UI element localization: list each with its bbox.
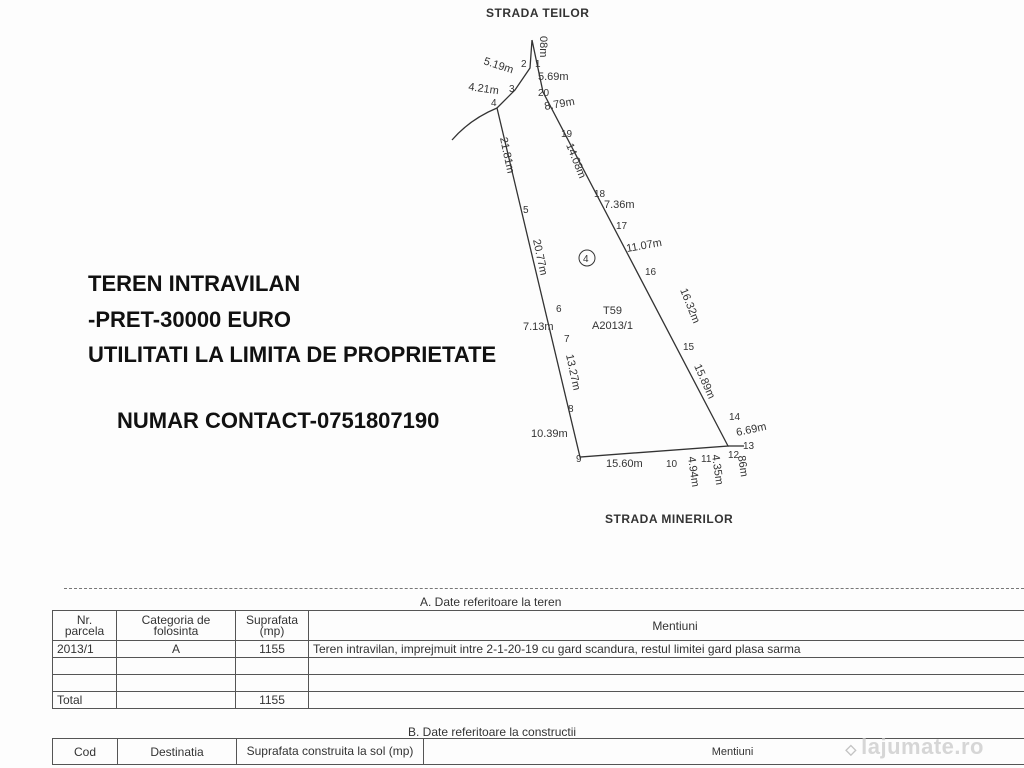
ad-utilities: UTILITATI LA LIMITA DE PROPRIETATE	[88, 342, 497, 367]
neighbor-boundary-line	[452, 108, 497, 140]
table-a-caption: A. Date referitoare la teren	[420, 595, 562, 609]
point-label: 9	[576, 454, 582, 465]
ad-title: TEREN INTRAVILAN	[88, 271, 301, 296]
table-header: Mentiuni	[309, 611, 1024, 641]
measurement: 7.13m	[523, 321, 554, 333]
point-label: 19	[561, 129, 573, 140]
table-header: Nr. parcela	[53, 611, 117, 641]
table-b-caption: B. Date referitoare la constructii	[408, 725, 577, 739]
measurement: 86m	[735, 454, 750, 478]
point-label: 20	[538, 88, 550, 99]
parcel-id: A2013/1	[592, 320, 633, 332]
table-cell: 2013/1	[53, 641, 117, 658]
street-name-top: STRADA TEILOR	[486, 6, 590, 20]
table-header: Cod	[53, 739, 118, 765]
measurement: 14.08m	[563, 141, 589, 181]
measurement: 15.60m	[606, 458, 643, 470]
point-label: 11	[701, 454, 712, 465]
measurement: 4.94m	[685, 455, 702, 488]
ad-contact: NUMAR CONTACT-0751807190	[117, 408, 440, 433]
table-header: Mentiuni	[424, 739, 1024, 765]
measurement: 7.36m	[604, 199, 635, 211]
watermark	[845, 734, 984, 760]
parcel-code: T59	[603, 305, 622, 317]
point-label: 16	[645, 267, 657, 278]
ad-price: -PRET-30000 EURO	[88, 307, 291, 332]
point-label: 2	[521, 59, 527, 70]
measurement: 8.79m	[543, 95, 576, 113]
parcel-boundary	[497, 40, 728, 457]
point-label: 7	[564, 334, 570, 345]
point-label: 13	[743, 441, 755, 452]
table-a	[52, 610, 1024, 709]
total-label: Total	[53, 692, 117, 709]
measurement: 08m	[537, 36, 549, 58]
measurement: 21.81m	[497, 136, 517, 175]
table-row	[53, 658, 1024, 675]
measurement: 10.39m	[531, 428, 568, 440]
table-cell: 1155	[236, 641, 309, 658]
table-row	[53, 675, 1024, 692]
watermark-text: lajumate.ro	[861, 734, 984, 759]
measurement: 16.32m	[677, 286, 703, 326]
street-name-bottom: STRADA MINERILOR	[605, 512, 734, 526]
parcel-circle-number: 4	[583, 254, 589, 265]
measurement: 15.89m	[691, 362, 718, 401]
measurement: 20.77m	[530, 238, 550, 277]
table-top-line	[64, 588, 1024, 589]
measurement: 4.35m	[709, 453, 726, 486]
measurement: 4.21m	[467, 81, 500, 98]
point-label: 5	[523, 205, 529, 216]
table-header: Destinatia	[118, 739, 237, 765]
measurement: 11.07m	[625, 236, 663, 255]
point-label: 12	[728, 450, 740, 461]
table-header: Suprafata (mp)	[236, 611, 309, 641]
point-label: 17	[616, 221, 628, 232]
table-cell: A	[117, 641, 236, 658]
table-row	[53, 641, 1024, 658]
point-label: 8	[568, 404, 574, 415]
watermark-logo-icon: ◇	[845, 741, 862, 757]
point-label: 14	[729, 412, 741, 423]
point-label: 4	[491, 98, 497, 109]
point-label: 15	[683, 342, 695, 353]
point-label: 3	[509, 84, 515, 95]
point-label: 10	[666, 459, 678, 470]
measurement: 13.27m	[563, 353, 583, 392]
measurement: 6.69m	[735, 420, 768, 439]
table-header: Suprafata construita la sol (mp)	[237, 739, 424, 765]
measurement: 5.19m	[482, 55, 515, 77]
table-total-row	[53, 692, 1024, 709]
table-header: Categoria de folosinta	[117, 611, 236, 641]
point-label: 18	[594, 189, 606, 200]
point-label: 6	[556, 304, 562, 315]
total-value: 1155	[236, 692, 309, 709]
measurement: 5.69m	[538, 71, 569, 83]
table-cell: Teren intravilan, imprejmuit intre 2-1-20-19 cu gard scandura, restul limitei gard plasa sarma	[309, 641, 1024, 658]
point-label: 1	[535, 59, 541, 70]
